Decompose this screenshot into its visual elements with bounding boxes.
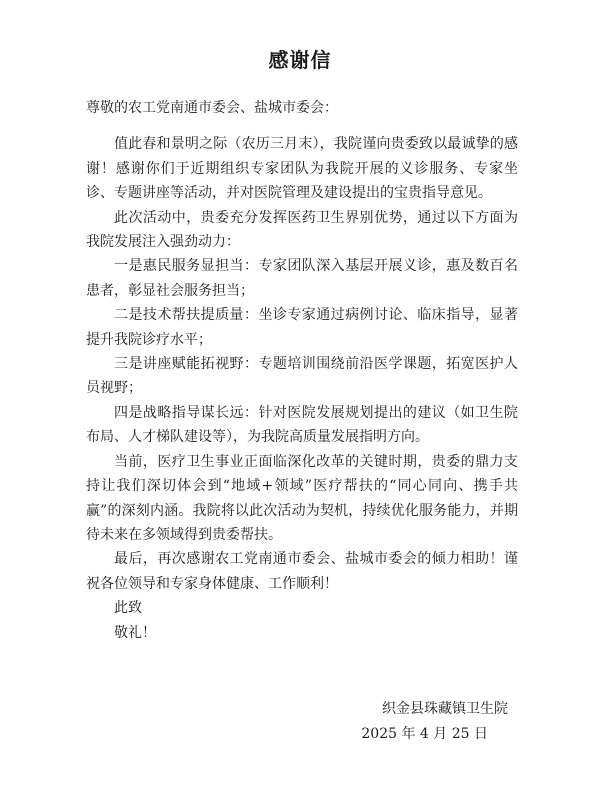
paragraph-closing: 最后，再次感谢农工党南通市委会、盐城市委会的倾力相助！谨祝各位领导和专家身体健康、工作顺利！ — [86, 551, 518, 592]
paragraph-point-3: 三是讲座赋能拓视野：专题培训围绕前沿医学课题，拓宽医护人员视野； — [86, 356, 518, 397]
signature-date: 2025 年 4 月 25 日 — [361, 726, 488, 742]
closing-cizhi: 此致 — [114, 600, 142, 617]
paragraph-intro: 值此春和景明之际（农历三月末），我院谨向贵委致以最诚挚的感谢！感谢你们于近期组织专家团队为我院开展的义诊服务、专家坐诊、专题讲座等活动，并对医院管理及建设提出的宝贵指导意见。 — [86, 136, 518, 202]
paragraph-point-4: 四是战略指导谋长远：针对医院发展规划提出的建议（如卫生院布局、人才梯队建设等），为我院高质量发展指明方向。 — [86, 404, 518, 446]
signature-organization: 织金县珠藏镇卫生院 — [382, 701, 508, 717]
paragraph-point-1: 一是惠民服务显担当：专家团队深入基层开展义诊，惠及数百名患者，彰显社会服务担当； — [86, 258, 518, 299]
closing-jingli: 敬礼！ — [114, 624, 156, 641]
letter-title: 感谢信 — [268, 48, 332, 72]
paragraph-current: 当前，医疗卫生事业正面临深化改革的关键时期，贵委的鼎力支持让我们深切体会到“地域+领域”医疗帮扶的“同心同向、携手共赢”的深刻内涵。我院将以此次活动为契机，持续优化服务能力，并期待未来在多领域得到贵委帮扶。 — [86, 453, 518, 543]
paragraph-overview: 此次活动中，贵委充分发挥医药卫生界别优势，通过以下方面为我院发展注入强劲动力： — [86, 209, 518, 251]
paragraph-point-2: 二是技术帮扶提质量：坐诊专家通过病例讨论、临床指导，显著提升我院诊疗水平； — [86, 307, 518, 348]
letter-body — [86, 96, 518, 645]
letter-salutation: 尊敬的农工党南通市委会、盐城市委会： — [86, 100, 338, 116]
